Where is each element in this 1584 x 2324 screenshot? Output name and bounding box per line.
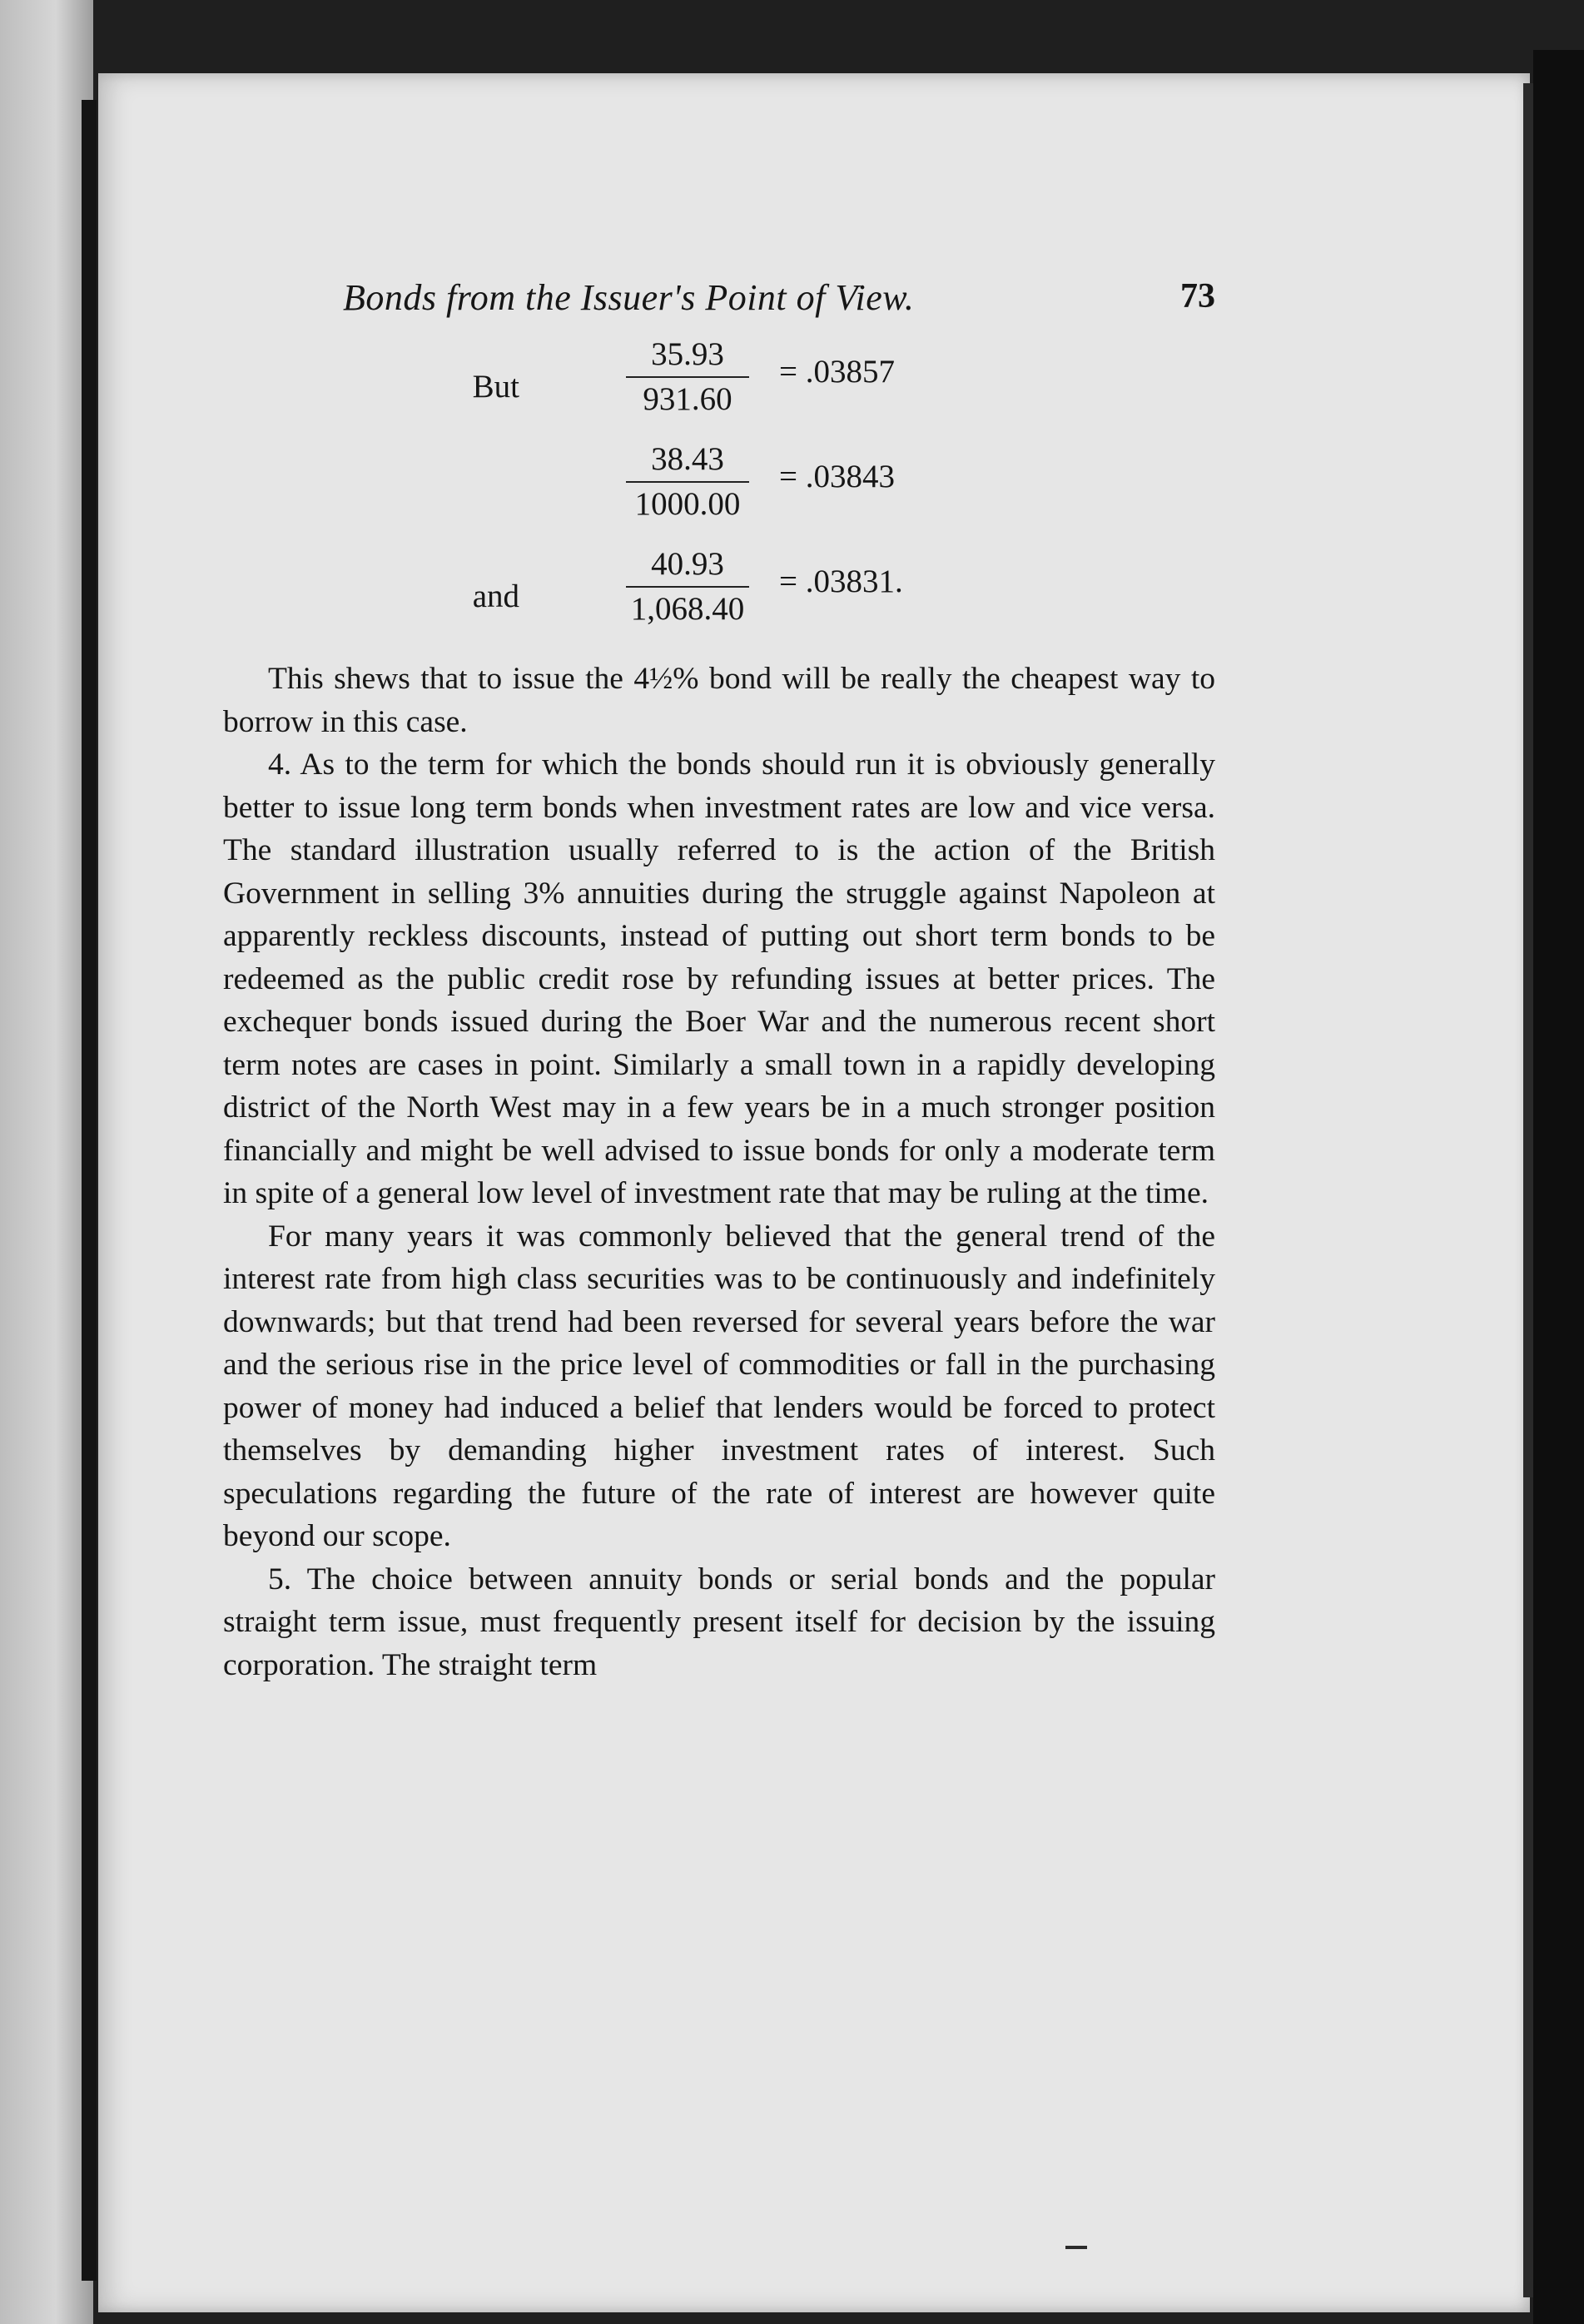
calculation-result: = .03831. (779, 564, 903, 599)
paragraph-section-4: 4. As to the term for which the bonds should run it is obviously generally better to issue long term bonds when investment rates are low and vice versa. The standard illustration usually referred to is the action of the British Government in selling 3% annuities during the struggle against Napoleon at apparently reckless discounts, instead of putting out short term bonds to be redeemed as the public credit rose by refunding issues at better prices. The exchequer bonds issued during the Boer War and the numerous recent short term notes are cases in point. Similarly a small town in a rapidly developing district of the North West may in a few years be in a much stronger position financially and might be well advised to issue bonds for only a moderate term in spite of a general low level of investment rate that may be ruling at the time. (223, 747, 1215, 1210)
numerator: 38.43 (651, 441, 724, 477)
numerator: 40.93 (651, 546, 724, 582)
calculation-label: But (472, 369, 519, 405)
page-right-edge (1523, 83, 1533, 2297)
fraction (616, 333, 759, 421)
denominator: 1000.00 (634, 486, 741, 522)
calculation-result: = .03857 (779, 354, 895, 390)
running-head (223, 266, 1215, 333)
scan-mark (1065, 2246, 1087, 2249)
page-number: 73 (1180, 277, 1215, 315)
page-content (223, 266, 1215, 1686)
book-spine-shadow (82, 100, 97, 2281)
calculation-row (223, 543, 1215, 648)
calculation-result: = .03843 (779, 459, 895, 494)
calculation-label: and (472, 579, 519, 614)
paragraph-conclusion: This shews that to issue the 4½% bond will be really the cheapest way to borrow in this case. (223, 662, 1215, 739)
denominator: 931.60 (643, 381, 732, 417)
fraction (616, 438, 759, 526)
numerator: 35.93 (651, 336, 724, 372)
calculation-row (223, 333, 1215, 438)
calculation-row (223, 438, 1215, 543)
running-title: Bonds from the Issuer's Point of View. (343, 277, 915, 318)
scan-right-margin (1533, 50, 1584, 2324)
fraction (616, 543, 759, 631)
paragraph-section-5: 5. The choice between annuity bonds or serial bonds and the popular straight term issue, must frequently present itself for decision by the issuing corporation. The straight term (223, 1562, 1215, 1682)
scan-left-margin (0, 0, 93, 2324)
denominator: 1,068.40 (630, 591, 745, 627)
paragraph-interest-trend: For many years it was commonly believed that the general trend of the interest rate from high class securities was to be continuously and indefinitely downwards; but that trend had been reversed for several years before the war and the serious rise in the price level of commodities or fall in the purchasing power of money had induced a belief that lenders would be forced to protect themselves by demanding higher investment rates of interest. Such speculations regarding the future of the rate of interest are however quite beyond our scope. (223, 1219, 1215, 1553)
